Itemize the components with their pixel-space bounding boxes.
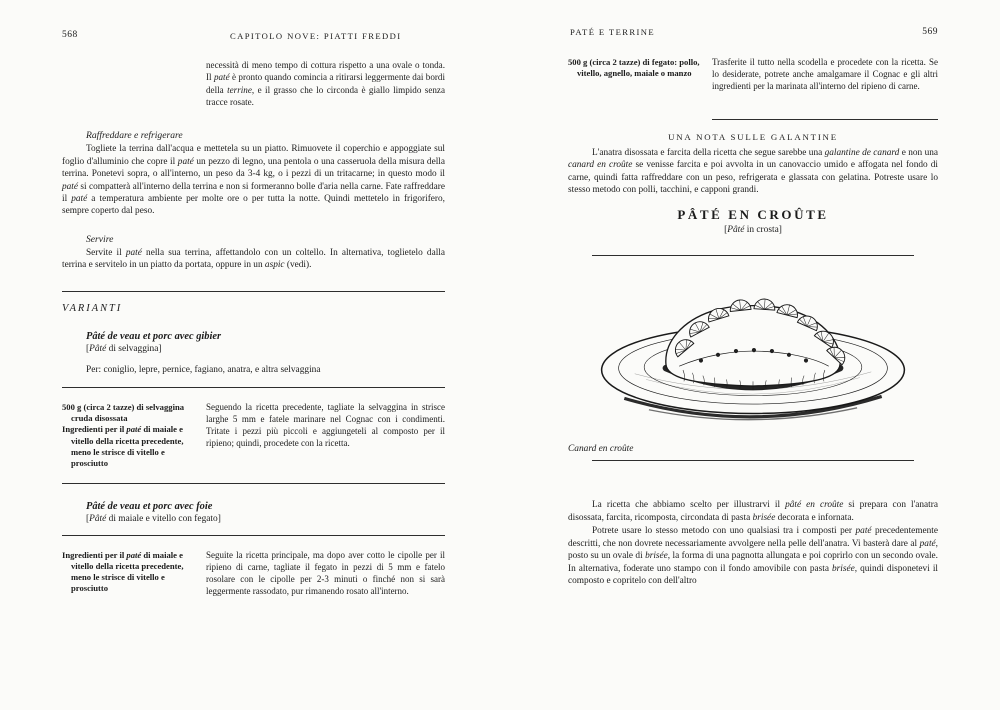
chapter-title: CAPITOLO NOVE: PIATTI FREDDI — [230, 31, 402, 41]
instructions-text: Trasferite il tutto nella scodella e procedete con la ricetta. Se lo desiderate, potrete anche amalgamare il Cognac e gli altri ingredienti per la marinata all'interno del ripieno di carne. — [712, 57, 938, 92]
canard-en-croute-drawing — [592, 264, 914, 440]
variant2-recipe-block — [62, 549, 445, 598]
variant1-title: Pâté de veau et porc avec gibier — [86, 330, 222, 342]
running-head-right — [568, 27, 938, 40]
recipe-subtitle: [Pâté in crosta] — [724, 225, 782, 236]
page-number-right: 569 — [922, 27, 938, 37]
section-title: PATÉ E TERRINE — [570, 27, 656, 37]
divider-rule — [62, 291, 445, 292]
divider-rule — [62, 535, 445, 536]
croute-paragraph-2: Potrete usare lo stesso metodo con uno qualsiasi tra i composti per paté precedentemente descritti, che non dovrete necessariamente avvolgere nella pelle dell'anatra. Vi basterà dare al paté, posto su un ovale di brisée, la forma di una pagnotta allungata e poi coprirlo con un secondo ovale. In alternativa, foderate uno stampo con il fondo amovibile con pasta brisée, quindi disponetevi il composto e copritelo con dell'altro — [568, 526, 939, 587]
liver-recipe-block — [568, 56, 938, 93]
section-heading-servire: Servire — [86, 233, 114, 245]
running-head-left — [62, 30, 445, 43]
divider-rule — [592, 255, 914, 256]
recipe-title: PÂTÉ EN CROÛTE — [677, 207, 829, 223]
variant2-title: Pâté de veau et porc avec foie — [86, 500, 213, 512]
croute-paragraph-1: La ricetta che abbiamo scelto per illustrarvi il pâté en croûte si prepara con l'anatra disossata, farcita, ricomposta, circondata di pasta brisée decorata e infornata. — [568, 500, 938, 523]
divider-rule — [62, 483, 445, 484]
ingredients-column — [62, 401, 194, 470]
galantine-note-paragraph: L'anatra disossata e farcita della ricetta che segue sarebbe una galantine de canard e non una canard en croûte se venisse farcita e poi avvolta in un canovaccio umido e affogata nel fondo di carne, quindi fatta raffreddare con un peso, refrigerata e glassata con gelatina. Potreste usare lo stesso metodo con polli, tacchini, e capponi grandi. — [568, 147, 938, 195]
page-right — [500, 0, 1000, 710]
divider-rule — [62, 387, 445, 388]
galantine-note-heading: UNA NOTA SULLE GALANTINE — [668, 131, 838, 142]
page-number-left: 568 — [62, 30, 78, 40]
illustration-caption: Canard en croûte — [568, 444, 634, 455]
paragraph-raffreddare: Togliete la terrina dall'acqua e mettetela su un piatto. Rimuovete il coperchio e appoggiate sul foglio d'alluminio che copre il paté un pezzo di legno, una pentola o una casseruola della misura della terrina. Ponetevi sopra, o all'interno, un peso da 3-4 kg, o i pezzi di un tritacarne; in questo modo il paté si compatterà all'interno della terrina e non si formeranno bolle d'aria nella carne. Fate raffreddare il paté a temperatura ambiente per molte ore o per tutta la notte. Quindi mettetelo in frigorifero, sempre coperto dal peso. — [62, 144, 445, 217]
ingredients-column — [62, 549, 194, 598]
ingredient-item: 500 g (circa 2 tazze) di selvaggina cruda disossata — [62, 401, 185, 424]
divider-rule — [712, 119, 938, 120]
continued-paragraph: necessità di meno tempo di cottura rispetto a una ovale o tonda. Il paté è pronto quando comincia a ritirarsi leggermente dai bordi della terrine, e il grasso che lo circonda è giallo limpido senza tracce rosate. — [206, 60, 445, 107]
divider-rule — [592, 460, 914, 461]
ingredients-column — [568, 56, 700, 93]
instructions-text: Seguite la ricetta principale, ma dopo aver cotto le cipolle per il ripieno di carne, tagliate il fegato in pezzi di 5 mm e fatelo rosolare con le cipolle per 2-3 minuti o finché non si sarà leggermente rassodato, pur rimanendo rosato all'interno. — [206, 549, 445, 597]
variant2-subtitle: [Pâté di maiale e vitello con fegato] — [86, 513, 221, 524]
variant1-subtitle: [Pâté di selvaggina] — [86, 343, 162, 354]
ingredient-item: Ingredienti per il paté di maiale e vitello della ricetta precedente, meno le strisce di vitello e prosciutto — [62, 424, 184, 469]
variant1-note: Per: coniglio, lepre, pernice, fagiano, anatra, e altra selvaggina — [86, 364, 321, 375]
paragraph-servire: Servite il paté nella sua terrina, affettandolo con un coltello. In alternativa, toglietelo dalla terrina e servitelo in un piatto da portata, oppure in un aspic (vedi). — [62, 247, 445, 271]
section-heading-raffreddare: Raffreddare e refrigerare — [86, 130, 183, 142]
illustration-figure — [568, 264, 938, 454]
instructions-text: Seguendo la ricetta precedente, tagliate la selvaggina in strisce larghe 5 mm e fatele marinare nel Cognac con i condimenti. Tritate i pezzi più piccoli e aggiungeteli al composto per il ripieno; quindi, procedete con la ricetta. — [206, 401, 445, 449]
ingredient-item: 500 g (circa 2 tazze) di fegato: pollo, vitello, agnello, maiale o manzo — [568, 57, 700, 79]
ingredient-item: Ingredienti per il paté di maiale e vitello della ricetta precedente, meno le strisce di vitello e prosciutto — [62, 549, 184, 594]
variant1-recipe-block — [62, 401, 445, 470]
varianti-label: VARIANTI — [62, 302, 123, 314]
